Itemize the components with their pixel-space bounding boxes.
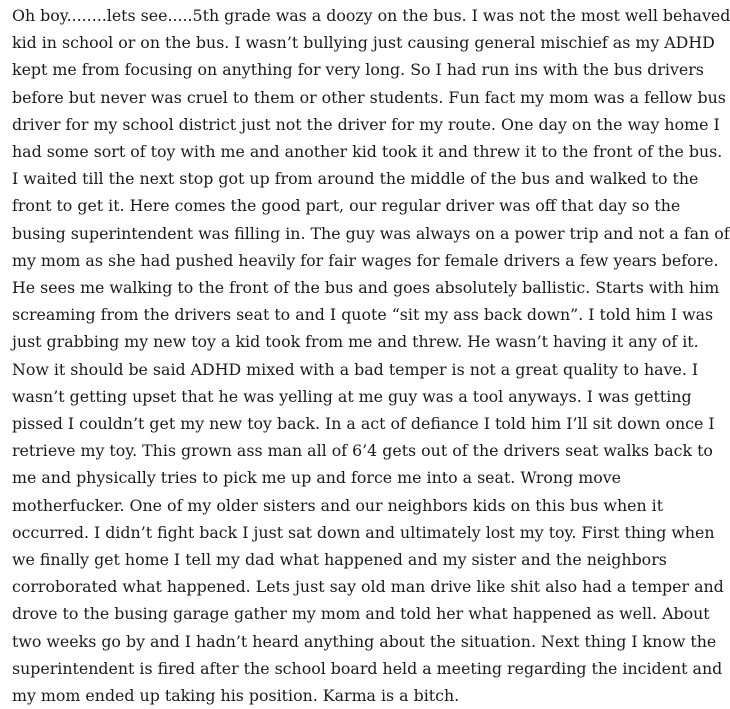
story-line: superintendent is fired after the school board held a meeting regarding the incident and — [12, 658, 723, 678]
story-line: occurred. I didn’t fight back I just sat down and ultimately lost my toy. First thing when — [12, 522, 715, 542]
story-line: me and physically tries to pick me up and force me into a seat. Wrong move — [12, 468, 621, 488]
story-line: screaming from the drivers seat to and I quote “sit my ass back down”. I told him I was — [12, 305, 714, 325]
story-line: motherfucker. One of my older sisters and our neighbors kids on this bus when it — [12, 495, 664, 515]
story-line: I waited till the next stop got up from around the middle of the bus and walked to the — [12, 169, 699, 189]
story-line: retrieve my toy. This grown ass man all of 6’4 gets out of the drivers seat walks back to — [12, 441, 713, 461]
story-line: my mom as she had pushed heavily for fair wages for female drivers a few years before. — [12, 250, 719, 270]
story-line: my mom ended up taking his position. Karma is a bitch. — [12, 686, 460, 706]
story-line: kid in school or on the bus. I wasn’t bullying just causing general mischief as my ADHD — [12, 33, 715, 53]
story-line: busing superintendent was filling in. The guy was always on a power trip and not a fan of — [12, 223, 730, 243]
story-line: He sees me walking to the front of the bus and goes absolutely ballistic. Starts with him — [12, 278, 720, 298]
story-line: two weeks go by and I hadn’t heard anything about the situation. Next thing I know the — [12, 631, 717, 651]
story-line: before but never was cruel to them or other students. Fun fact my mom was a fellow bus — [12, 87, 726, 107]
story-line: drove to the busing garage gather my mom and told her what happened as well. About — [12, 604, 710, 624]
story-line: had some sort of toy with me and another kid took it and threw it to the front of the bus. — [12, 142, 723, 162]
story-line: wasn’t getting upset that he was yelling at me guy was a tool anyways. I was getting — [12, 386, 692, 406]
story-line: Oh boy........lets see.....5th grade was a doozy on the bus. I was not the most well behaved — [12, 6, 730, 25]
story-line: corroborated what happened. Lets just say old man drive like shit also had a temper and — [12, 577, 724, 597]
story-line: front to get it. Here comes the good part, our regular driver was off that day so the — [12, 196, 681, 216]
story-line: Now it should be said ADHD mixed with a bad temper is not a great quality to have. I — [12, 359, 699, 379]
story-text — [12, 2, 730, 709]
story-line: just grabbing my new toy a kid took from me and threw. He wasn’t having it any of it. — [12, 332, 699, 352]
story-line: we finally get home I tell my dad what happened and my sister and the neighbors — [12, 550, 667, 570]
story-line: pissed I couldn’t get my new toy back. In a act of defiance I told him I’ll sit down once I — [12, 414, 715, 434]
story-line: driver for my school district just not the driver for my route. One day on the way home I — [12, 114, 720, 134]
story-line: kept me from focusing on anything for very long. So I had run ins with the bus drivers — [12, 60, 704, 80]
